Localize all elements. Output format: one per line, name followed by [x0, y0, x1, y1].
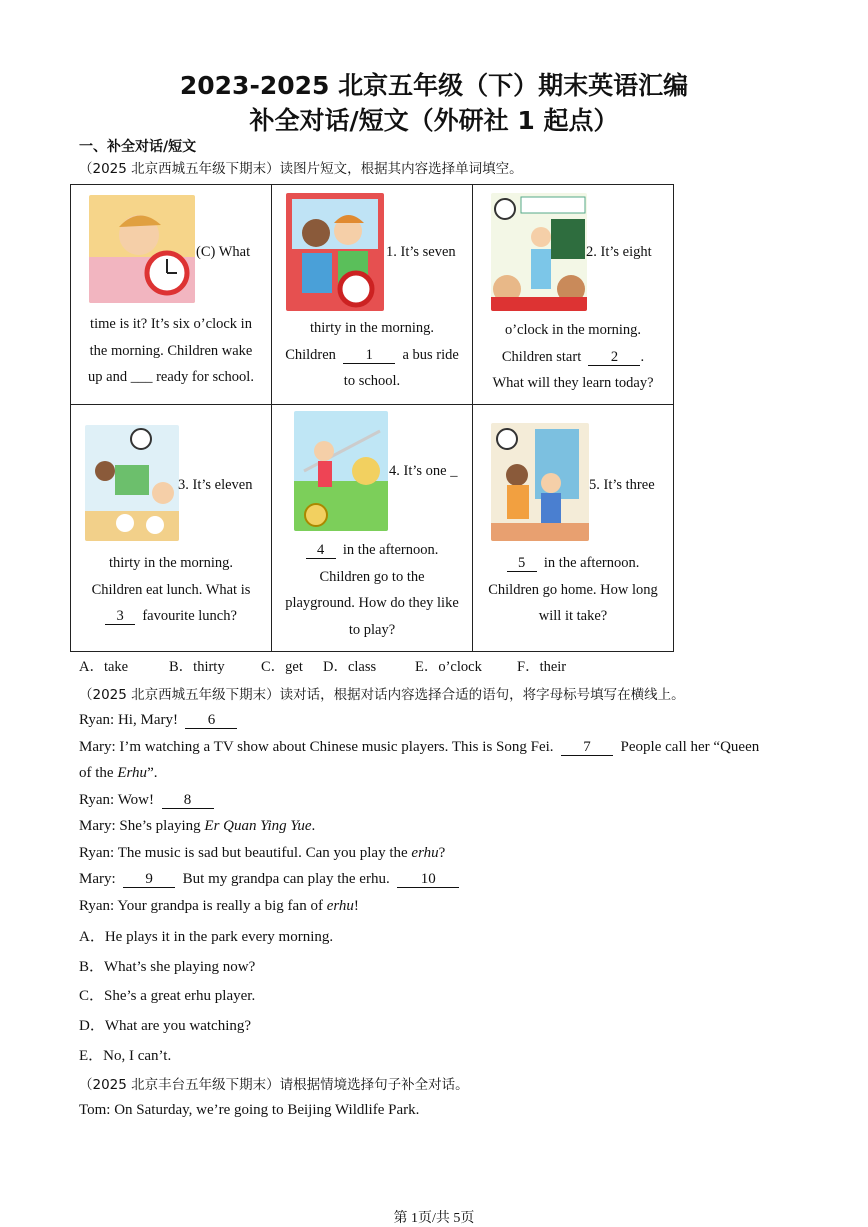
option-d: D．class — [323, 659, 377, 675]
cell-5-line-1c: in the afternoon. — [342, 542, 439, 558]
blank-4[interactable]: 4 — [306, 543, 336, 559]
dialogue-line-4: Ryan: Wow! 8 — [79, 792, 214, 809]
cell-2-line-2a: Children — [285, 346, 336, 363]
blank-10[interactable]: 10 — [397, 872, 459, 888]
cell-2-line-2c: a bus ride — [402, 346, 459, 363]
page-title-line-2: 补全对话/短文（外研社 1 起点） — [249, 106, 619, 135]
picture-story-table — [70, 184, 674, 652]
dialogue-line-5: Mary: She’s playing Er Quan Ying Yue. — [79, 818, 316, 834]
blank-7[interactable]: 7 — [561, 740, 613, 756]
option-b: B．thirty — [169, 659, 225, 675]
story-cell-2 — [272, 185, 473, 405]
option-f: F．their — [517, 659, 567, 675]
bus-ride-illustration — [286, 193, 384, 311]
playground-illustration — [294, 411, 388, 531]
part2-source: （2025 北京西城五年级下期末）读对话，根据对话内容选择合适的语句，将字母标号填写在横线上。 — [79, 687, 685, 703]
cell-3-line-2a: Children start — [501, 348, 582, 365]
blank-5[interactable]: 5 — [507, 556, 537, 572]
wake-up-illustration — [89, 195, 195, 303]
lunch-illustration — [85, 425, 179, 541]
choice-e: E．No, I can’t. — [79, 1048, 172, 1064]
word-options — [79, 655, 566, 676]
going-home-illustration — [491, 423, 589, 541]
cell-4-side-text: 3. It’s eleven — [178, 477, 253, 493]
blank-2[interactable]: 2 — [588, 350, 640, 366]
cell-4-line-2: Children eat lunch. What is — [91, 581, 251, 598]
cell-4-line-1: thirty in the morning. — [108, 555, 234, 571]
cell-1-side-text: (C) What — [196, 244, 251, 260]
cell-2-side-text: 1. It’s seven — [386, 244, 456, 260]
cell-1-line-3: up and ___ ready for school. — [88, 369, 254, 385]
cell-2-line-3: to school. — [343, 373, 401, 389]
choice-b: B．What’s she playing now? — [79, 959, 256, 975]
option-e: E．o’clock — [415, 659, 482, 675]
cell-6-line-1c: in the afternoon. — [543, 555, 640, 571]
dialogue-line-7: Mary: 9 But my grandpa can play the erhu. 10 — [79, 871, 459, 888]
classroom-illustration — [491, 193, 587, 311]
part1-source: （2025 北京西城五年级下期末）读图片短文，根据其内容选择单词填空。 — [79, 161, 523, 177]
part3-source: （2025 北京丰台五年级下期末）请根据情境选择句子补全对话。 — [79, 1077, 469, 1093]
cell-5-line-3: playground. How do they like — [285, 595, 459, 611]
dialogue-line-3: of the Erhu”. — [79, 765, 158, 781]
choice-c: C．She’s a great erhu player. — [79, 988, 256, 1004]
blank-9[interactable]: 9 — [123, 872, 175, 888]
blank-1[interactable]: 1 — [343, 348, 395, 364]
blank-3[interactable]: 3 — [105, 609, 135, 625]
cell-1-line-1: time is it? It’s six o’clock in — [90, 316, 252, 332]
part3-line-1: Tom: On Saturday, we’re going to Beijing Wildlife Park. — [79, 1102, 420, 1118]
choice-d: D．What are you watching? — [79, 1018, 252, 1034]
option-c: C．get — [261, 659, 303, 675]
cell-6-line-2: Children go home. How long — [488, 581, 658, 598]
dialogue-line-6: Ryan: The music is sad but beautiful. Can you play the erhu? — [79, 845, 446, 861]
cell-3-line-2c: . — [640, 348, 645, 365]
dialogue-line-2: Mary: I’m watching a TV show about Chinese music players. This is Song Fei. 7 People call her “Queen — [79, 739, 760, 755]
dialogue-line-1: Ryan: Hi, Mary! 6 — [79, 712, 237, 729]
cell-6-side-text: 5. It’s three — [589, 477, 655, 493]
section-heading: 一、补全对话/短文 — [79, 139, 197, 155]
cell-5-line-4: to play? — [348, 621, 396, 638]
cell-3-line-3: What will they learn today? — [492, 375, 654, 391]
dialogue-line-8: Ryan: Your grandpa is really a big fan of erhu! — [79, 898, 359, 914]
story-cell-3 — [473, 185, 674, 405]
page-footer: 第 1页/共 5页 — [393, 1211, 475, 1226]
cell-6-line-3: will it take? — [538, 608, 608, 624]
cell-2-line-1: thirty in the morning. — [309, 320, 435, 336]
story-cell-5 — [272, 405, 473, 652]
cell-5-side-text: 4. It’s one _ — [389, 463, 458, 479]
story-cell-4 — [71, 405, 272, 652]
page-title-line-1: 2023-2025 北京五年级（下）期末英语汇编 — [179, 71, 689, 100]
option-a: A．take — [79, 659, 129, 675]
cell-5-line-2: Children go to the — [319, 568, 425, 585]
cell-3-side-text: 2. It’s eight — [586, 244, 652, 260]
blank-8[interactable]: 8 — [162, 793, 214, 809]
choice-a: A．He plays it in the park every morning. — [79, 929, 334, 945]
story-cell-6 — [473, 405, 674, 652]
cell-1-line-2: the morning. Children wake — [89, 342, 253, 359]
cell-4-line-3c: favourite lunch? — [142, 608, 237, 624]
story-cell-1 — [71, 185, 272, 405]
cell-3-line-1: o’clock in the morning. — [504, 322, 642, 338]
blank-6[interactable]: 6 — [185, 713, 237, 729]
